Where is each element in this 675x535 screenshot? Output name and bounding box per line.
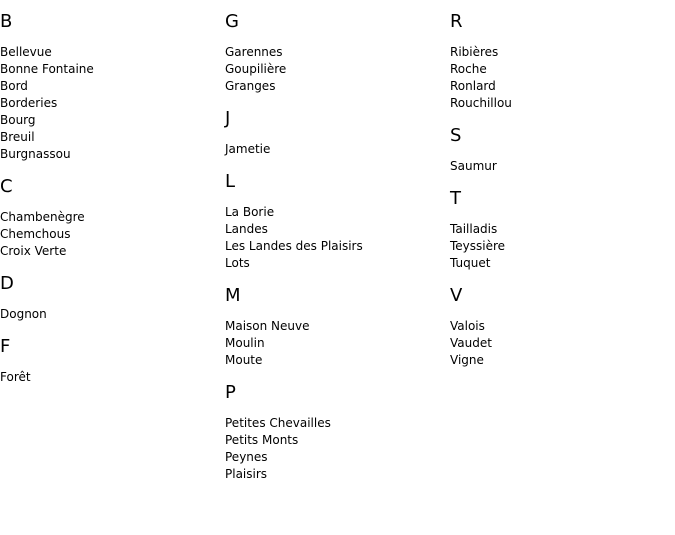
list-item: Vaudet: [450, 336, 492, 350]
list-item: Granges: [225, 79, 276, 93]
name-list-m: [225, 318, 450, 369]
list-item: Ronlard: [450, 79, 496, 93]
list-item: Peynes: [225, 450, 268, 464]
list-item: Bellevue: [0, 45, 52, 59]
list-item: Petites Chevailles: [225, 416, 331, 430]
name-list-g: [225, 44, 450, 95]
list-item: Tuquet: [450, 256, 491, 270]
letter-heading-l: L: [225, 171, 236, 192]
list-item: Croix Verte: [0, 244, 67, 258]
list-item: Chemchous: [0, 227, 71, 241]
letter-heading-s: S: [450, 125, 462, 146]
letter-heading-c: C: [0, 176, 13, 197]
name-list-d: [0, 306, 225, 323]
letter-group-j: [225, 107, 450, 158]
name-list-c: [0, 209, 225, 260]
name-list-p: [225, 415, 450, 483]
letter-group-s: [450, 124, 675, 175]
name-list-b: [0, 44, 225, 163]
list-item: Burgnassou: [0, 147, 71, 161]
list-item: Maison Neuve: [225, 319, 310, 333]
index-column-1: [0, 10, 225, 398]
letter-group-d: [0, 272, 225, 323]
name-list-l: [225, 204, 450, 272]
letter-heading-d: D: [0, 273, 14, 294]
name-list-t: [450, 221, 675, 272]
list-item: Breuil: [0, 130, 35, 144]
list-item: Valois: [450, 319, 485, 333]
letter-heading-m: M: [225, 285, 241, 306]
list-item: Roche: [450, 62, 487, 76]
index-column-3: [450, 10, 675, 381]
letter-group-b: [0, 10, 225, 163]
list-item: Ribières: [450, 45, 499, 59]
letter-heading-p: P: [225, 382, 236, 403]
letter-heading-g: G: [225, 11, 239, 32]
letter-heading-r: R: [450, 11, 463, 32]
list-item: Tailladis: [450, 222, 498, 236]
letter-group-t: [450, 187, 675, 272]
list-item: Les Landes des Plaisirs: [225, 239, 363, 253]
letter-heading-b: B: [0, 11, 13, 32]
letter-heading-f: F: [0, 336, 11, 357]
list-item: Bonne Fontaine: [0, 62, 94, 76]
name-list-r: [450, 44, 675, 112]
letter-heading-v: V: [450, 285, 463, 306]
list-item: Chambenègre: [0, 210, 85, 224]
list-item: Forêt: [0, 370, 31, 384]
letter-heading-t: T: [450, 188, 461, 209]
list-item: Bord: [0, 79, 28, 93]
index-column-2: [225, 10, 450, 495]
letter-group-c: [0, 175, 225, 260]
list-item: Petits Monts: [225, 433, 299, 447]
list-item: La Borie: [225, 205, 275, 219]
list-item: Jametie: [225, 142, 271, 156]
letter-group-g: [225, 10, 450, 95]
list-item: Goupilière: [225, 62, 287, 76]
name-list-f: [0, 369, 225, 386]
list-item: Rouchillou: [450, 96, 512, 110]
letter-group-v: [450, 284, 675, 369]
list-item: Garennes: [225, 45, 283, 59]
list-item: Borderies: [0, 96, 58, 110]
list-item: Bourg: [0, 113, 36, 127]
letter-group-l: [225, 170, 450, 272]
name-list-j: [225, 141, 450, 158]
list-item: Dognon: [0, 307, 47, 321]
list-item: Landes: [225, 222, 268, 236]
name-list-v: [450, 318, 675, 369]
letter-group-f: [0, 335, 225, 386]
letter-group-p: [225, 381, 450, 483]
list-item: Moulin: [225, 336, 265, 350]
list-item: Saumur: [450, 159, 497, 173]
list-item: Moute: [225, 353, 263, 367]
list-item: Plaisirs: [225, 467, 268, 481]
letter-group-r: [450, 10, 675, 112]
list-item: Vigne: [450, 353, 484, 367]
letter-heading-j: J: [225, 108, 231, 129]
letter-group-m: [225, 284, 450, 369]
list-item: Teyssière: [450, 239, 506, 253]
list-item: Lots: [225, 256, 250, 270]
name-list-s: [450, 158, 675, 175]
